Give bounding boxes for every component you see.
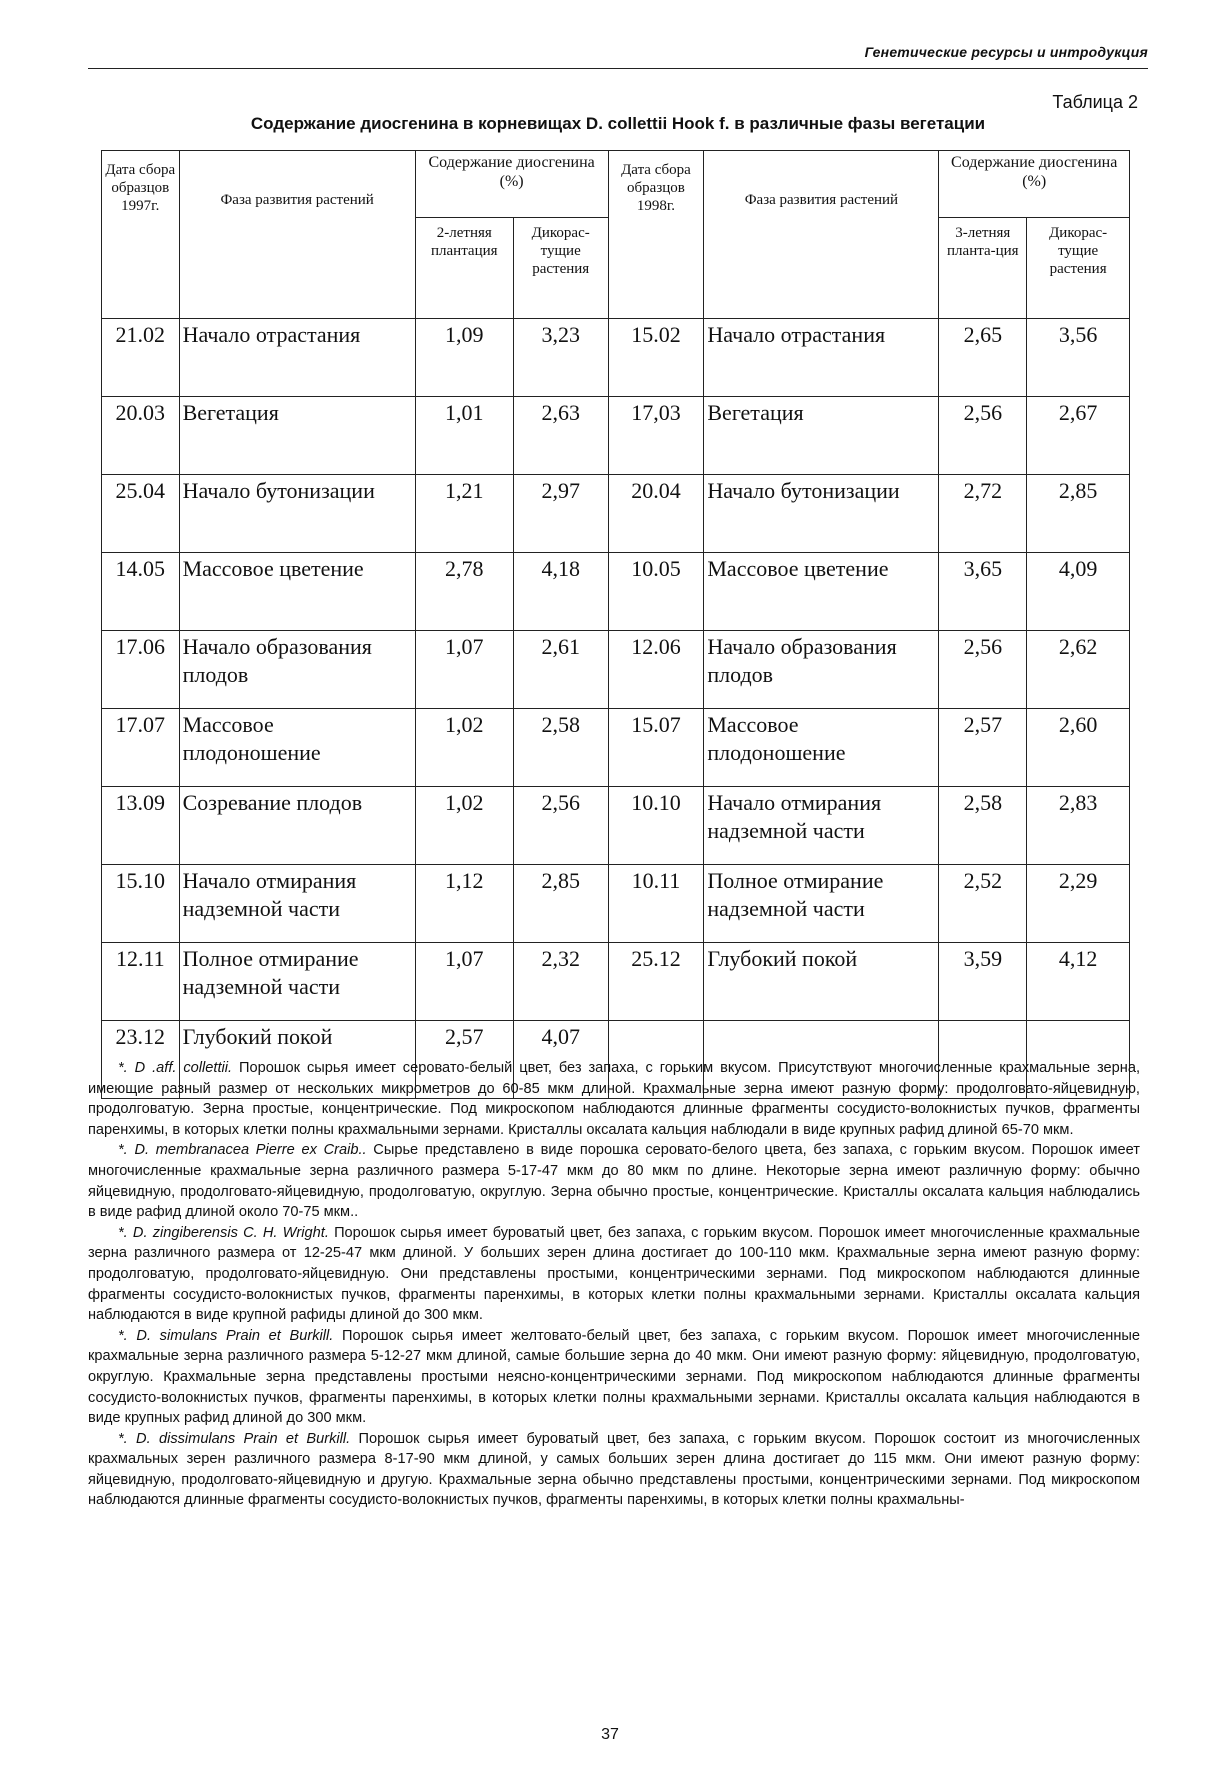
cell-phase-1997: Начало образования плодов <box>179 631 415 709</box>
cell-phase-1998: Массовое плодоношение <box>704 709 939 787</box>
cell-plantation-1998: 2,56 <box>939 631 1027 709</box>
cell-wild-1998: 4,12 <box>1027 943 1130 1021</box>
header-wild-1997: Дикорас-тущие растения <box>513 218 608 319</box>
cell-plantation-1998: 2,52 <box>939 865 1027 943</box>
cell-phase-1998: Глубокий покой <box>704 943 939 1021</box>
header-plantation-1997: 2-летняя плантация <box>415 218 513 319</box>
cell-date-1997: 12.11 <box>102 943 180 1021</box>
cell-wild-1997: 2,97 <box>513 475 608 553</box>
species-description: Порошок сырья имеет буроватый цвет, без запаха, с горьким вкусом. Порошок имеет многочисленные крахмальные зерна различного размера от 12-25-47 мкм длиной. У больших зерен длина достигает до 100-110 мкм. Крахмальные зерна имеют разную форму: продолговатую, продолговато-яйцевидную. Они представлены простыми, концентрическими зернами. Под микроскопом наблюдаются длинные фрагменты сосудисто-волокнистых пучков, фрагменты паренхимы, в которых клетки полны крахмальными зернами. Кристаллы оксалата кальция наблюдаются в виде крупной рафиды длиной до 300 мкм. <box>88 1224 1140 1324</box>
cell-phase-1998: Массовое цветение <box>704 553 939 631</box>
table-title: Содержание диосгенина в корневищах D. collettii Hook f. в различные фазы вегетации <box>250 114 986 133</box>
cell-wild-1998: 2,67 <box>1027 397 1130 475</box>
table-header-row <box>102 151 1130 218</box>
cell-phase-1998: Начало образования плодов <box>704 631 939 709</box>
table-row <box>102 787 1130 865</box>
table-row <box>102 475 1130 553</box>
cell-phase-1998: Полное отмирание надземной части <box>704 865 939 943</box>
cell-date-1997: 13.09 <box>102 787 180 865</box>
cell-wild-1997: 3,23 <box>513 319 608 397</box>
cell-plantation-1998: 2,58 <box>939 787 1027 865</box>
cell-phase-1997: Созревание плодов <box>179 787 415 865</box>
cell-date-1997: 14.05 <box>102 553 180 631</box>
cell-date-1998: 17,03 <box>608 397 704 475</box>
species-name: *. D .aff. collettii. <box>118 1060 233 1076</box>
cell-phase-1997: Начало отмирания надземной части <box>179 865 415 943</box>
species-paragraph <box>88 1140 1140 1222</box>
cell-date-1998: 20.04 <box>608 475 704 553</box>
table-row <box>102 631 1130 709</box>
cell-plantation-1998: 2,57 <box>939 709 1027 787</box>
table-row <box>102 943 1130 1021</box>
header-phase-1998: Фаза развития растений <box>704 151 939 319</box>
cell-wild-1997: 2,58 <box>513 709 608 787</box>
running-head: Генетические ресурсы и интродукция <box>864 44 1148 60</box>
header-plantation-1998: 3-летняя планта-ция <box>939 218 1027 319</box>
table-row <box>102 553 1130 631</box>
cell-wild-1998: 2,29 <box>1027 865 1130 943</box>
cell-date-1998: 10.05 <box>608 553 704 631</box>
cell-date-1998: 12.06 <box>608 631 704 709</box>
species-description: Порошок сырья имеет желтовато-белый цвет, без запаха, с горьким вкусом. Порошок имеет многочисленные крахмальные зерна различного размера 5-12-27 мкм длиной, самые большие зерна до 40 мкм. Они имеют разную форму: яйцевидную, продолговатую, округлую. Крахмальные зерна представлены простыми неясно-концентрическими зернами. Под микроскопом наблюдаются длинные фрагменты сосудисто-волокнистых пучков, фрагменты паренхимы, в которых клетки полны крахмальными зернами. Кристаллы оксалата кальция наблюдаются в виде крупных рафид длиной до 300 мкм. <box>88 1327 1140 1427</box>
cell-date-1997: 25.04 <box>102 475 180 553</box>
header-content-1998: Содержание диосгенина (%) <box>939 151 1130 218</box>
table-row <box>102 397 1130 475</box>
species-paragraph <box>88 1429 1140 1511</box>
table-number: Таблица 2 <box>1052 92 1138 112</box>
header-phase-1997: Фаза развития растений <box>179 151 415 319</box>
cell-date-1998: 25.12 <box>608 943 704 1021</box>
cell-phase-1998: Вегетация <box>704 397 939 475</box>
cell-phase-1997: Вегетация <box>179 397 415 475</box>
cell-date-1997: 15.10 <box>102 865 180 943</box>
cell-wild-1997: 2,61 <box>513 631 608 709</box>
cell-wild-1997: 4,07 <box>513 1021 608 1099</box>
cell-date-1997: 17.07 <box>102 709 180 787</box>
cell-wild-1998: 4,09 <box>1027 553 1130 631</box>
species-name: *. D. membranacea Pierre ex Craib.. <box>118 1142 367 1159</box>
cell-wild-1998: 2,83 <box>1027 787 1130 865</box>
table-row <box>102 319 1130 397</box>
cell-wild-1998: 3,56 <box>1027 319 1130 397</box>
table-row <box>102 709 1130 787</box>
cell-wild-1998: 2,60 <box>1027 709 1130 787</box>
cell-plantation-1998: 3,65 <box>939 553 1027 631</box>
cell-wild-1997: 2,85 <box>513 865 608 943</box>
header-date-1998: Дата сбора образцов 1998г. <box>608 151 704 319</box>
cell-plantation-1997: 1,02 <box>415 709 513 787</box>
species-description: Порошок сырья имеет серовато-белый цвет, без запаха, с горьким вкусом. Присутствуют многочисленные крахмальные зерна, имеющие разный размер от нескольких микрометров до 60-85 мкм длиной. Крахмальные зерна имеют разную форму: продолговато-яйцевидную, продолговатую. Зерна простые, концентрические. Под микроскопом наблюдаются длинные фрагменты сосудисто-волокнистых пучков, фрагменты паренхимы, в которых клетки полны крахмальными зернами. Кристаллы оксалата кальция наблюдали в виде крупных рафид длиной 65-70 мкм. <box>88 1060 1140 1138</box>
cell-date-1998: 10.10 <box>608 787 704 865</box>
cell-phase-1997: Полное отмирание надземной части <box>179 943 415 1021</box>
cell-plantation-1997: 1,07 <box>415 631 513 709</box>
species-paragraph <box>88 1058 1140 1140</box>
cell-plantation-1997: 2,78 <box>415 553 513 631</box>
cell-date-1997: 20.03 <box>102 397 180 475</box>
cell-phase-1997: Начало бутонизации <box>179 475 415 553</box>
cell-plantation-1997: 2,57 <box>415 1021 513 1099</box>
cell-phase-1997: Массовое плодоношение <box>179 709 415 787</box>
cell-plantation-1997: 1,01 <box>415 397 513 475</box>
header-content-1997: Содержание диосгенина (%) <box>415 151 608 218</box>
species-name: *. D. zingiberensis C. H. Wright. <box>118 1224 329 1241</box>
table-body <box>102 319 1130 1099</box>
cell-plantation-1998: 2,72 <box>939 475 1027 553</box>
cell-plantation-1997: 1,07 <box>415 943 513 1021</box>
cell-date-1998: 10.11 <box>608 865 704 943</box>
cell-date-1997: 21.02 <box>102 319 180 397</box>
header-rule <box>88 68 1148 69</box>
species-paragraph <box>88 1326 1140 1429</box>
cell-plantation-1997: 1,09 <box>415 319 513 397</box>
page-number: 37 <box>601 1726 619 1743</box>
species-name: *. D. dissimulans Prain et Burkill. <box>118 1430 351 1447</box>
table-row <box>102 865 1130 943</box>
species-description: Порошок сырья имеет буроватый цвет, без запаха, с горьким вкусом. Порошок состоит из многочисленных крахмальных зерен различного размера 8-17-90 мкм длиной, у самых больших зерен длина достигает до 115 мкм. Они имеют разную форму: яйцевидную, продолговато-яйцевидную и другую. Крахмальные зерна обычно представлены простыми, концентрическими зернами. Под микроскопом наблюдаются длинные фрагменты сосудисто-волокнистых пучков, фрагменты паренхимы, в которых клетки полны крахмальны- <box>88 1430 1140 1509</box>
cell-wild-1997: 2,63 <box>513 397 608 475</box>
cell-plantation-1998: 3,59 <box>939 943 1027 1021</box>
species-name: *. D. simulans Prain et Burkill. <box>118 1327 334 1344</box>
cell-phase-1998: Начало отрастания <box>704 319 939 397</box>
cell-phase-1997: Глубокий покой <box>179 1021 415 1099</box>
header-date-1997: Дата сбора образцов 1997г. <box>102 151 180 319</box>
cell-plantation-1997: 1,12 <box>415 865 513 943</box>
cell-date-1998: 15.07 <box>608 709 704 787</box>
cell-plantation-1997: 1,21 <box>415 475 513 553</box>
cell-wild-1998: 2,85 <box>1027 475 1130 553</box>
header-wild-1998: Дикорас-тущие растения <box>1027 218 1130 319</box>
species-paragraph <box>88 1223 1140 1326</box>
cell-phase-1998: Начало бутонизации <box>704 475 939 553</box>
cell-wild-1998: 2,62 <box>1027 631 1130 709</box>
cell-wild-1997: 2,56 <box>513 787 608 865</box>
cell-date-1998: 15.02 <box>608 319 704 397</box>
cell-phase-1997: Массовое цветение <box>179 553 415 631</box>
cell-plantation-1998: 2,56 <box>939 397 1027 475</box>
description-text <box>88 1058 1140 1511</box>
diosgenin-table <box>101 150 1130 1099</box>
cell-date-1997: 23.12 <box>102 1021 180 1099</box>
cell-phase-1997: Начало отрастания <box>179 319 415 397</box>
cell-phase-1998: Начало отмирания надземной части <box>704 787 939 865</box>
species-description: Сырье представлено в виде порошка серовато-белого цвета, без запаха, с горьким вкусом. Порошок имеет многочисленные крахмальные зерна различного размера 5-17-47 мкм до 80 мкм по длине. Некоторые зерна имеют различную форму: обычно яйцевидную, продолговато-яйцевидную, продолговатую, округлую. Зерна обычно простые, концентрические. Кристаллы оксалата кальция наблюдались в виде рафид длиной около 70-75 мкм.. <box>88 1142 1140 1221</box>
cell-wild-1997: 2,32 <box>513 943 608 1021</box>
cell-wild-1997: 4,18 <box>513 553 608 631</box>
cell-plantation-1998: 2,65 <box>939 319 1027 397</box>
cell-date-1997: 17.06 <box>102 631 180 709</box>
cell-plantation-1997: 1,02 <box>415 787 513 865</box>
